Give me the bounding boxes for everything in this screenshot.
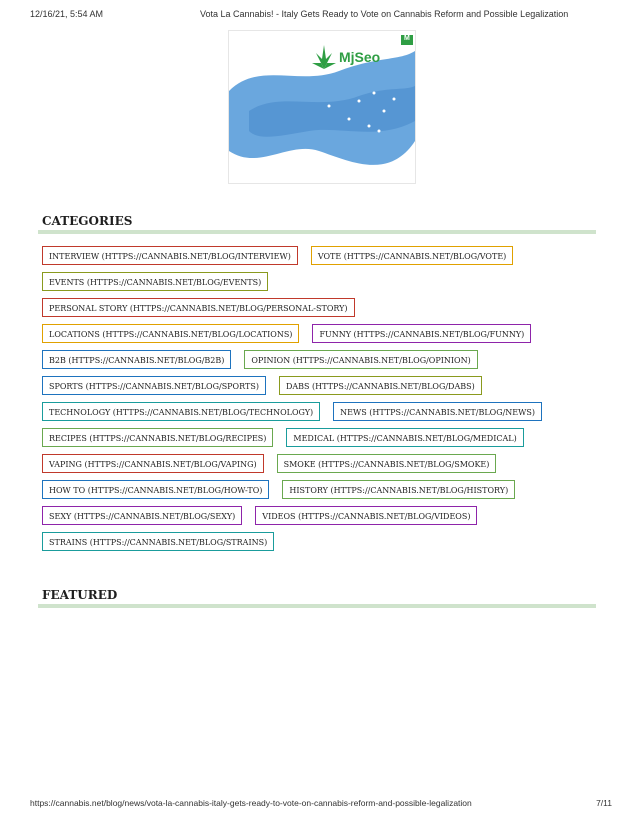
ad-logo-text: MjSeo bbox=[339, 49, 381, 65]
category-link[interactable]: SPORTS (HTTPS://CANNABIS.NET/BLOG/SPORTS) bbox=[42, 376, 266, 395]
category-link[interactable]: HISTORY (HTTPS://CANNABIS.NET/BLOG/HISTORY) bbox=[282, 480, 515, 499]
print-page-title: Vota La Cannabis! - Italy Gets Ready to Vote on Cannabis Reform and Possible Legalization bbox=[200, 9, 569, 19]
cannabis-leaf-icon bbox=[312, 45, 336, 69]
print-page-number: 7/11 bbox=[596, 798, 612, 808]
category-row bbox=[42, 350, 602, 376]
ad-badge: M bbox=[404, 35, 410, 42]
print-url: https://cannabis.net/blog/news/vota-la-cannabis-italy-gets-ready-to-vote-on-cannabis-reform-and-possible-legalization bbox=[30, 798, 472, 808]
mjseo-ad-banner[interactable] bbox=[228, 30, 416, 184]
category-link[interactable]: VAPING (HTTPS://CANNABIS.NET/BLOG/VAPING) bbox=[42, 454, 264, 473]
category-row bbox=[42, 532, 602, 558]
featured-divider bbox=[38, 604, 596, 608]
category-link[interactable]: INTERVIEW (HTTPS://CANNABIS.NET/BLOG/INTERVIEW) bbox=[42, 246, 298, 265]
featured-heading: FEATURED bbox=[42, 588, 118, 602]
category-link[interactable]: SEXY (HTTPS://CANNABIS.NET/BLOG/SEXY) bbox=[42, 506, 242, 525]
category-link[interactable]: TECHNOLOGY (HTTPS://CANNABIS.NET/BLOG/TECHNOLOGY) bbox=[42, 402, 320, 421]
category-link[interactable]: STRAINS (HTTPS://CANNABIS.NET/BLOG/STRAINS) bbox=[42, 532, 274, 551]
category-link[interactable]: LOCATIONS (HTTPS://CANNABIS.NET/BLOG/LOCATIONS) bbox=[42, 324, 299, 343]
category-link[interactable]: VIDEOS (HTTPS://CANNABIS.NET/BLOG/VIDEOS) bbox=[255, 506, 477, 525]
category-link[interactable]: VOTE (HTTPS://CANNABIS.NET/BLOG/VOTE) bbox=[311, 246, 513, 265]
category-row bbox=[42, 402, 602, 428]
category-link[interactable]: FUNNY (HTTPS://CANNABIS.NET/BLOG/FUNNY) bbox=[312, 324, 531, 343]
categories-heading: CATEGORIES bbox=[42, 214, 133, 228]
category-link[interactable]: DABS (HTTPS://CANNABIS.NET/BLOG/DABS) bbox=[279, 376, 482, 395]
category-link[interactable]: RECIPES (HTTPS://CANNABIS.NET/BLOG/RECIPES) bbox=[42, 428, 273, 447]
category-row bbox=[42, 454, 602, 480]
category-link[interactable]: PERSONAL STORY (HTTPS://CANNABIS.NET/BLOG/PERSONAL-STORY) bbox=[42, 298, 355, 317]
category-link[interactable]: MEDICAL (HTTPS://CANNABIS.NET/BLOG/MEDICAL) bbox=[286, 428, 523, 447]
categories-divider bbox=[38, 230, 596, 234]
ad-artwork bbox=[229, 31, 415, 183]
category-row bbox=[42, 428, 602, 454]
category-link[interactable]: NEWS (HTTPS://CANNABIS.NET/BLOG/NEWS) bbox=[333, 402, 542, 421]
category-link[interactable]: SMOKE (HTTPS://CANNABIS.NET/BLOG/SMOKE) bbox=[277, 454, 497, 473]
category-list bbox=[42, 246, 602, 558]
category-row bbox=[42, 298, 602, 324]
category-link[interactable]: B2B (HTTPS://CANNABIS.NET/BLOG/B2B) bbox=[42, 350, 231, 369]
category-row bbox=[42, 272, 602, 298]
category-row bbox=[42, 324, 602, 350]
category-row bbox=[42, 480, 602, 506]
category-link[interactable]: OPINION (HTTPS://CANNABIS.NET/BLOG/OPINION) bbox=[244, 350, 477, 369]
category-row bbox=[42, 376, 602, 402]
print-datetime: 12/16/21, 5:54 AM bbox=[30, 9, 104, 19]
category-link[interactable]: HOW TO (HTTPS://CANNABIS.NET/BLOG/HOW-TO) bbox=[42, 480, 269, 499]
category-row bbox=[42, 506, 602, 532]
category-link[interactable]: EVENTS (HTTPS://CANNABIS.NET/BLOG/EVENTS) bbox=[42, 272, 268, 291]
category-row bbox=[42, 246, 602, 272]
